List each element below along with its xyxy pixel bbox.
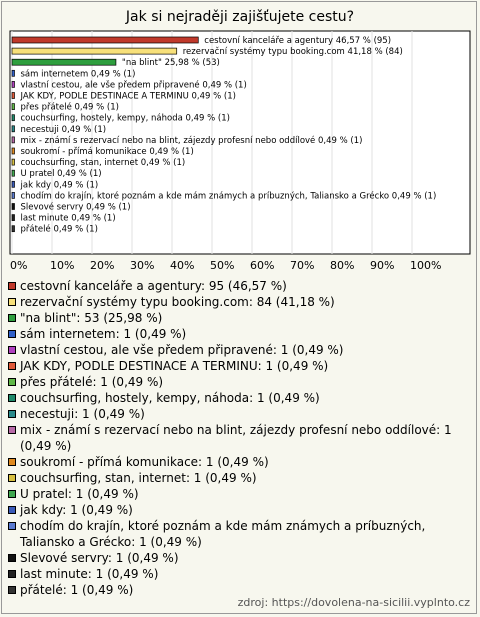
bar-label: U pratel 0,49 % (1) — [20, 169, 102, 180]
bar[interactable] — [12, 159, 15, 165]
bar-label: sám internetem 0,49 % (1) — [20, 69, 136, 80]
legend-swatch — [8, 586, 16, 594]
legend-swatch — [8, 314, 16, 322]
x-tick-label: 0% — [10, 259, 28, 272]
bar-label: přátelé 0,49 % (1) — [20, 224, 98, 235]
legend-item — [8, 358, 470, 374]
legend-swatch — [8, 490, 16, 498]
legend-label: necestuji: 1 (0,49 %) — [20, 407, 145, 421]
legend-swatch — [8, 330, 16, 338]
bar[interactable] — [12, 93, 15, 99]
bar[interactable] — [12, 181, 15, 187]
bar[interactable] — [12, 148, 15, 154]
legend-swatch — [8, 298, 16, 306]
legend-label: couchsurfing, hostely, kempy, náhoda: 1 (0,49 %) — [20, 391, 320, 405]
legend-item — [8, 390, 470, 406]
bar-label: Slevové servry 0,49 % (1) — [20, 202, 131, 213]
legend-label: couchsurfing, stan, internet: 1 (0,49 %) — [20, 471, 257, 485]
bar-label: rezervační systémy typu booking.com 41,18 % (84) — [182, 47, 403, 58]
legend-swatch — [8, 410, 16, 418]
legend — [8, 278, 470, 598]
legend-label: přátelé: 1 (0,49 %) — [20, 583, 134, 597]
bar-label: soukromí - přímá komunikace 0,49 % (1) — [20, 147, 194, 157]
bar-label: cestovní kanceláře a agentury 46,57 % (95) — [204, 36, 392, 46]
bar-label: couchsurfing, hostely, kempy, náhoda 0,49 % (1) — [20, 113, 230, 124]
x-tick-label: 60% — [250, 259, 275, 272]
legend-label: Slevové servry: 1 (0,49 %) — [20, 551, 179, 565]
bar[interactable] — [12, 59, 116, 65]
legend-label: U pratel: 1 (0,49 %) — [20, 487, 139, 501]
legend-label: JAK KDY, PODLE DESTINACE A TERMINU: 1 (0,49 %) — [20, 359, 329, 373]
legend-swatch — [8, 282, 16, 290]
bar[interactable] — [12, 81, 15, 87]
legend-item — [8, 550, 470, 566]
x-tick-label: 30% — [130, 259, 155, 272]
x-tick-label: 20% — [90, 259, 115, 272]
x-tick-label: 80% — [330, 259, 355, 272]
legend-swatch — [8, 426, 16, 434]
source-text: zdroj: https://dovolena-na-sicilii.vyplnto.cz — [237, 596, 470, 609]
legend-swatch — [8, 570, 16, 578]
legend-label: chodím do krajín, ktoré poznám a kde mám známych a príbuzných, Taliansko a Grécko: 1 (0,49 %) — [20, 519, 426, 549]
bar[interactable] — [12, 104, 15, 110]
chart-title: Jak si nejraději zajišťujete cestu? — [125, 9, 355, 25]
legend-item — [8, 310, 470, 326]
x-tick-label: 10% — [50, 259, 75, 272]
x-tick-label: 70% — [290, 259, 315, 272]
legend-swatch — [8, 474, 16, 482]
bar[interactable] — [12, 37, 198, 43]
legend-label: mix - známí s rezervací nebo na blint, zájezdy profesní nebo oddílové: 1 (0,49 %) — [20, 423, 452, 453]
legend-item — [8, 374, 470, 390]
legend-swatch — [8, 506, 16, 514]
bar[interactable] — [12, 204, 15, 210]
legend-label: soukromí - přímá komunikace: 1 (0,49 %) — [20, 455, 269, 469]
legend-label: jak kdy: 1 (0,49 %) — [20, 503, 133, 517]
bar[interactable] — [12, 170, 15, 176]
legend-label: "na blint": 53 (25,98 %) — [20, 311, 163, 325]
legend-label: last minute: 1 (0,49 %) — [20, 567, 159, 581]
bar[interactable] — [12, 137, 15, 143]
bar-label: přes přátelé 0,49 % (1) — [20, 102, 119, 113]
legend-item — [8, 454, 470, 470]
legend-label: vlastní cestou, ale vše předem připravené: 1 (0,49 %) — [20, 343, 344, 357]
bar-label: chodím do krajín, ktoré poznám a kde mám známych a príbuzných, Taliansko a Grécko 0,49 % (1) — [20, 191, 437, 202]
legend-item — [8, 486, 470, 502]
legend-label: cestovní kanceláře a agentury: 95 (46,57 %) — [20, 279, 287, 293]
x-tick-label: 40% — [170, 259, 195, 272]
x-tick-label: 50% — [210, 259, 235, 272]
legend-label: rezervační systémy typu booking.com: 84 (41,18 %) — [20, 295, 335, 309]
legend-swatch — [8, 554, 16, 562]
legend-item — [8, 422, 470, 454]
x-tick-label: 100% — [410, 259, 442, 272]
legend-swatch — [8, 378, 16, 386]
bar-label: vlastní cestou, ale vše předem připravené 0,49 % (1) — [20, 80, 247, 91]
legend-label: přes přátelé: 1 (0,49 %) — [20, 375, 164, 389]
bar[interactable] — [12, 192, 15, 198]
legend-item — [8, 470, 470, 486]
bar[interactable] — [12, 70, 15, 76]
legend-label: sám internetem: 1 (0,49 %) — [20, 327, 187, 341]
bar[interactable] — [12, 126, 15, 132]
bar[interactable] — [12, 48, 177, 54]
legend-swatch — [8, 362, 16, 370]
legend-item — [8, 342, 470, 358]
bar-label: couchsurfing, stan, internet 0,49 % (1) — [20, 158, 186, 169]
bar-label: "na blint" 25,98 % (53) — [121, 58, 220, 69]
legend-item — [8, 406, 470, 422]
bar[interactable] — [12, 115, 15, 121]
legend-swatch — [8, 394, 16, 402]
bar-label: necestuji 0,49 % (1) — [20, 124, 107, 135]
legend-item — [8, 278, 470, 294]
bar-chart — [0, 0, 480, 275]
bar[interactable] — [12, 226, 15, 232]
bar-label: jak kdy 0,49 % (1) — [20, 180, 99, 191]
legend-swatch — [8, 458, 16, 466]
x-tick-label: 90% — [370, 259, 395, 272]
legend-item — [8, 566, 470, 582]
legend-item — [8, 502, 470, 518]
bar-label: mix - známí s rezervací nebo na blint, zájezdy profesní nebo oddílové 0,49 % (1) — [20, 135, 363, 146]
legend-swatch — [8, 522, 16, 530]
bar-label: last minute 0,49 % (1) — [20, 213, 116, 224]
bar[interactable] — [12, 215, 15, 221]
legend-item — [8, 326, 470, 342]
bar-label: JAK KDY, PODLE DESTINACE A TERMINU 0,49 % (1) — [20, 91, 236, 102]
legend-item — [8, 518, 470, 550]
legend-item — [8, 294, 470, 310]
legend-swatch — [8, 346, 16, 354]
